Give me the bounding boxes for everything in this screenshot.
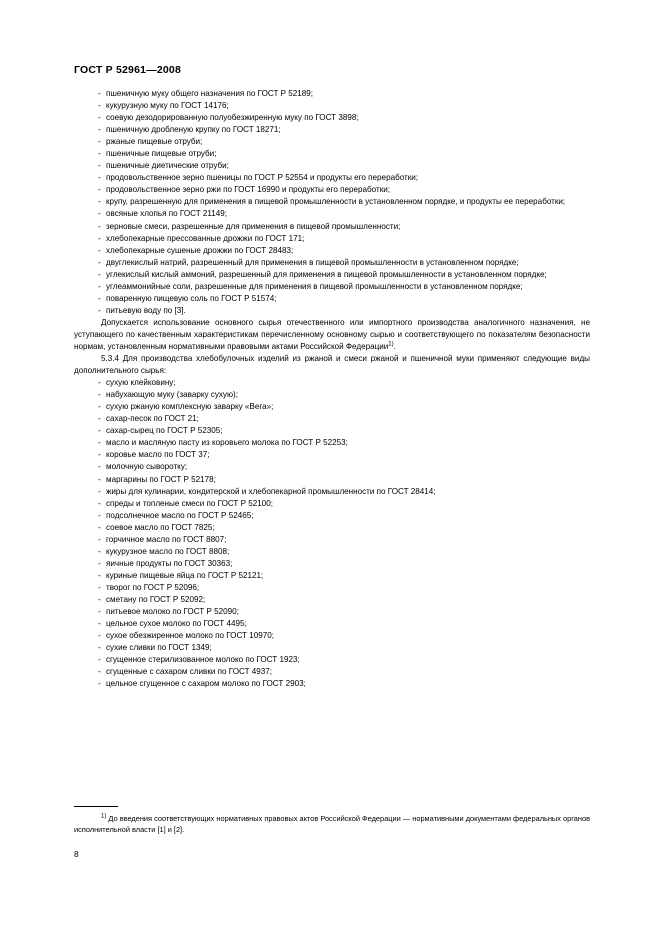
list-item-label: подсолнечное масло по ГОСТ Р 52465; xyxy=(106,510,254,520)
list-item xyxy=(74,245,590,257)
list-item xyxy=(74,377,590,389)
footnote-divider xyxy=(74,806,118,807)
list-dash: - xyxy=(98,257,101,267)
list-item-label: крупу, разрешенную для применения в пищевой промышленности в установленном порядке, и продукты ее переработки; xyxy=(106,197,566,207)
list-item-label: соевую дезодорированную полуобезжиренную муку по ГОСТ 3898; xyxy=(106,113,359,123)
list-item-label: жиры для кулинарии, кондитерской и хлебопекарной промышленности по ГОСТ 28414; xyxy=(106,486,436,496)
list-item-label: сухие сливки по ГОСТ 1349; xyxy=(106,643,212,653)
list-item-label: цельное сгущенное с сахаром молоко по ГОСТ 2903; xyxy=(106,679,306,689)
paragraph-text: 5.3.4 Для производства хлебобулочных изделий из ржаной и смеси ржаной и пшеничной муки применяют следующие виды дополнительного сырья: xyxy=(74,354,590,376)
list-item xyxy=(74,172,590,184)
list-item xyxy=(74,654,590,666)
list-dash: - xyxy=(98,197,101,207)
list-item xyxy=(74,196,590,208)
list-dash: - xyxy=(98,534,101,544)
page-header: ГОСТ Р 52961—2008 xyxy=(74,64,182,76)
list-item xyxy=(74,269,590,281)
list-item xyxy=(74,498,590,510)
list-item-label: хлебопекарные сушеные дрожжи по ГОСТ 28483; xyxy=(106,245,294,255)
list-item-label: продовольственное зерно пшеницы по ГОСТ Р 52554 и продукты его переработки; xyxy=(106,173,419,183)
list-dash: - xyxy=(98,607,101,617)
footnote xyxy=(74,806,590,835)
list-item xyxy=(74,389,590,401)
list-item xyxy=(74,124,590,136)
list-item-label: двуглекислый натрий, разрешенный для применения в пищевой промышленности в установленном порядке; xyxy=(106,257,519,267)
paragraph xyxy=(74,353,590,377)
list-item-label: сгущенное стерилизованное молоко по ГОСТ 1923; xyxy=(106,655,300,665)
list-dash: - xyxy=(98,510,101,520)
list-item xyxy=(74,221,590,233)
list-dash: - xyxy=(98,546,101,556)
list-item xyxy=(74,148,590,160)
list-item-label: сухую ржаную комплексную заварку «Вега»; xyxy=(106,402,274,412)
list-item xyxy=(74,534,590,546)
list-item-label: куриные пищевые яйца по ГОСТ Р 52121; xyxy=(106,570,264,580)
list-item-label: сухое обезжиренное молоко по ГОСТ 10970; xyxy=(106,631,274,641)
list-item-label: поваренную пищевую соль по ГОСТ Р 51574; xyxy=(106,293,277,303)
list-item xyxy=(74,522,590,534)
list-item-label: яичные продукты по ГОСТ 30363; xyxy=(106,558,233,568)
list-item xyxy=(74,184,590,196)
list-item xyxy=(74,642,590,654)
list-item xyxy=(74,618,590,630)
list-dash: - xyxy=(98,161,101,171)
list-dash: - xyxy=(98,643,101,653)
list-dash: - xyxy=(98,89,101,98)
list-dash: - xyxy=(98,414,101,424)
footnote-text xyxy=(74,813,590,835)
page-number: 8 xyxy=(74,849,79,859)
list-dash: - xyxy=(98,149,101,159)
list-dash: - xyxy=(98,570,101,580)
list-item xyxy=(74,678,590,690)
list-item xyxy=(74,570,590,582)
list-item xyxy=(74,293,590,305)
list-dash: - xyxy=(98,281,101,291)
paragraph-tail: . xyxy=(393,341,396,351)
list-item-label: творог по ГОСТ Р 52096; xyxy=(106,582,200,592)
list-item xyxy=(74,546,590,558)
list-item-label: питьевую воду по [3]. xyxy=(106,305,186,315)
list-dash: - xyxy=(98,558,101,568)
list-item xyxy=(74,401,590,413)
list-item-label: маргарины по ГОСТ Р 52178; xyxy=(106,474,216,484)
list-dash: - xyxy=(98,582,101,592)
list-item-label: набухающую муку (заварку сухую); xyxy=(106,390,238,400)
list-item xyxy=(74,582,590,594)
list-dash: - xyxy=(98,594,101,604)
list-dash: - xyxy=(98,221,101,231)
list-item-label: сгущенные с сахаром сливки по ГОСТ 4937; xyxy=(106,667,273,677)
list-item xyxy=(74,112,590,124)
list-item-label: масло и масляную пасту из коровьего молока по ГОСТ Р 52253; xyxy=(106,438,348,448)
list-item-label: горчичное масло по ГОСТ 8807; xyxy=(106,534,227,544)
list-item xyxy=(74,449,590,461)
list-item-label: пшеничную дробленую крупку по ГОСТ 18271; xyxy=(106,125,281,135)
list-item-label: пшеничные пищевые отруби; xyxy=(106,149,217,159)
list-item xyxy=(74,510,590,522)
list-item-label: ржаные пищевые отруби; xyxy=(106,137,203,147)
list-dash: - xyxy=(98,462,101,472)
list-item-label: продовольственное зерно ржи по ГОСТ 16990 и продукты его переработки; xyxy=(106,185,391,195)
list-item xyxy=(74,257,590,269)
list-item-label: сахар-сырец по ГОСТ Р 52305; xyxy=(106,426,223,436)
list-item xyxy=(74,461,590,473)
list-item xyxy=(74,100,590,112)
list-dash: - xyxy=(98,233,101,243)
list-dash: - xyxy=(98,402,101,412)
list-dash: - xyxy=(98,667,101,677)
list-item-label: сметану по ГОСТ Р 52092; xyxy=(106,594,206,604)
list-dash: - xyxy=(98,305,101,315)
list-item-label: углекислый кислый аммоний, разрешенный для применения в пищевой промышленности в установленном порядке; xyxy=(106,269,547,279)
list-item-label: цельное сухое молоко по ГОСТ 4495; xyxy=(106,619,247,629)
list-item xyxy=(74,233,590,245)
list-item xyxy=(74,208,590,220)
list-dash: - xyxy=(98,631,101,641)
list-dash: - xyxy=(98,426,101,436)
list-item-label: сухую клейковину; xyxy=(106,378,176,388)
list-item-label: коровье масло по ГОСТ 37; xyxy=(106,450,210,460)
list-item xyxy=(74,136,590,148)
list-item-label: пшеничную муку общего назначения по ГОСТ Р 52189; xyxy=(106,89,314,98)
list-item xyxy=(74,437,590,449)
list-dash: - xyxy=(98,498,101,508)
document-body xyxy=(74,88,590,690)
list-item-label: пшеничные диетические отруби; xyxy=(106,161,229,171)
list-item xyxy=(74,666,590,678)
list-dash: - xyxy=(98,209,101,219)
list-item-label: кукурузную муку по ГОСТ 14176; xyxy=(106,101,229,111)
list-item xyxy=(74,606,590,618)
list-dash: - xyxy=(98,390,101,400)
list-item xyxy=(74,594,590,606)
list-dash: - xyxy=(98,245,101,255)
list-item-label: зерновые смеси, разрешенные для применения в пищевой промышленности; xyxy=(106,221,401,231)
list-item-label: молочную сыворотку; xyxy=(106,462,188,472)
list-dash: - xyxy=(98,185,101,195)
list-item-label: сахар-песок по ГОСТ 21; xyxy=(106,414,199,424)
list-dash: - xyxy=(98,438,101,448)
list-dash: - xyxy=(98,101,101,111)
list-dash: - xyxy=(98,269,101,279)
list-item xyxy=(74,630,590,642)
list-item xyxy=(74,281,590,293)
footnote-body: До введения соответствующих нормативных правовых актов Российской Федерации — нормативными документами федеральных органов исполнительной власти [1] и [2]. xyxy=(74,814,590,835)
list-dash: - xyxy=(98,655,101,665)
list-item xyxy=(74,413,590,425)
list-item-label: соевое масло по ГОСТ 7825; xyxy=(106,522,215,532)
paragraph-text: Допускается использование основного сырья отечественного или импортного производства аналогичного назначения, не уступающего по качественным характеристикам перечисленному основному сырью и соответствующего по показателям безопасности нормам, установленным нормативными правовыми актами Российской Федерации xyxy=(74,317,590,351)
list-dash: - xyxy=(98,113,101,123)
list-item xyxy=(74,425,590,437)
list-dash: - xyxy=(98,450,101,460)
list-dash: - xyxy=(98,619,101,629)
footnote-reference: 1) xyxy=(388,341,394,348)
list-dash: - xyxy=(98,679,101,689)
list-item xyxy=(74,558,590,570)
list-item xyxy=(74,160,590,172)
list-item-label: кукурузное масло по ГОСТ 8808; xyxy=(106,546,230,556)
footnote-marker: 1) xyxy=(101,813,107,820)
list-item-label: хлебопекарные прессованные дрожжи по ГОСТ 171; xyxy=(106,233,305,243)
list-dash: - xyxy=(98,173,101,183)
list-dash: - xyxy=(98,378,101,388)
list-item-label: овсяные хлопья по ГОСТ 21149; xyxy=(106,209,228,219)
list-dash: - xyxy=(98,137,101,147)
list-dash: - xyxy=(98,293,101,303)
list-dash: - xyxy=(98,486,101,496)
list-item xyxy=(74,474,590,486)
list-item-label: углеаммонийные соли, разрешенные для применения в пищевой промышленности в установленном порядке; xyxy=(106,281,523,291)
list-dash: - xyxy=(98,522,101,532)
list-dash: - xyxy=(98,474,101,484)
paragraph xyxy=(74,317,590,353)
list-item xyxy=(74,486,590,498)
list-item xyxy=(74,305,590,317)
list-item-label: спреды и топленые смеси по ГОСТ Р 52100; xyxy=(106,498,274,508)
list-item xyxy=(74,88,590,100)
list-item-label: питьевое молоко по ГОСТ Р 52090; xyxy=(106,607,239,617)
list-dash: - xyxy=(98,125,101,135)
